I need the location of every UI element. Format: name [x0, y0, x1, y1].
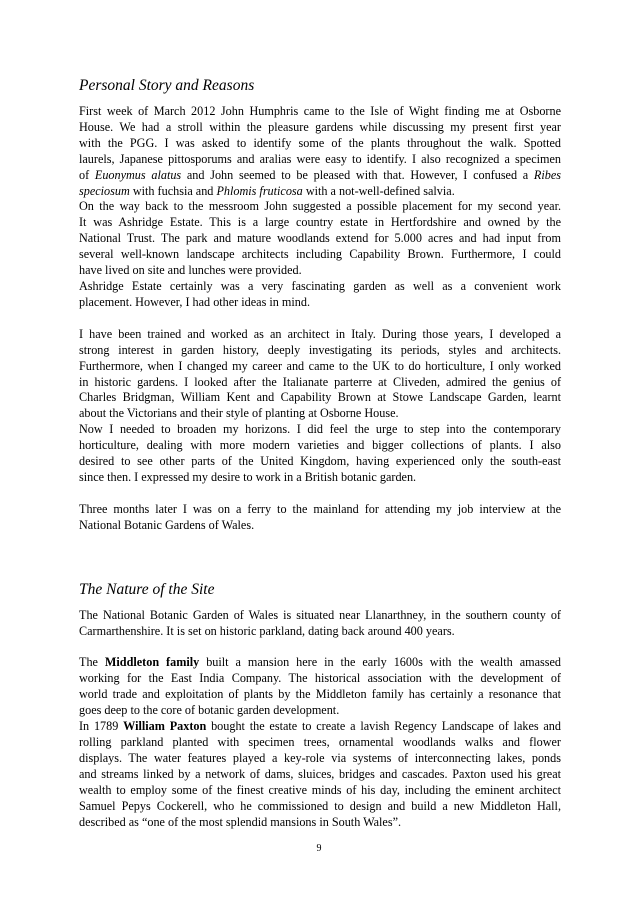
text-line: and streams linked by a network of dams, sluices, bridges and cascades. Paxton used his great	[79, 766, 561, 781]
text-line: Three months later I was on a ferry to the mainland for attending my job interview at the	[79, 501, 561, 516]
text-run: with a not-well-defined salvia.	[302, 183, 455, 198]
plant-name-speciosum: speciosum	[79, 183, 130, 198]
text-line: world trade and exploitation of plants by the Middleton family has certainly a resonance that	[79, 687, 561, 702]
text-line: laurels, Japanese pittosporums and aralias were easy to identify. I also recognized a specimen	[79, 151, 561, 166]
text-line: strong interest in garden history, deeply investigating its periods, styles and architects.	[79, 342, 561, 357]
text-run: of	[79, 167, 95, 182]
text-line: House. We had a stroll within the pleasure gardens while discussing my present first year	[79, 119, 561, 134]
text-line: rolling parkland planted with specimen trees, ornamental woodlands walks and flower	[79, 735, 561, 749]
text-line: several well-known landscape architects including Capability Brown. Furthermore, I could	[79, 247, 561, 262]
text-run: with fuchsia and	[129, 183, 217, 198]
text-line: It was Ashridge Estate. This is a large country estate in Hertfordshire and owned by the	[79, 215, 561, 230]
text-line: described as “one of the most splendid mansions in South Wales”.	[79, 814, 402, 829]
text-line	[79, 719, 561, 735]
text-line: in historic gardens. I looked after the Italianate parterre at Cliveden, admired the genius of	[79, 374, 561, 389]
text-line: Ashridge Estate certainly was a very fascinating garden as well as a convenient work	[79, 278, 561, 293]
text-line: Charles Bridgman, William Kent and Capability Brown at Stowe Landscape Garden, learnt	[79, 390, 561, 405]
text-line: Now I needed to broaden my horizons. I did feel the urge to step into the contemporary	[79, 422, 561, 437]
text-line: National Trust. The park and mature woodlands extend for 5.000 acres and had input from	[79, 231, 561, 246]
text-line: First week of March 2012 John Humphris came to the Isle of Wight finding me at Osborne	[79, 104, 561, 118]
text-line: since then. I expressed my desire to work in a British botanic garden.	[79, 469, 417, 484]
plant-name-phlomis: Phlomis fruticosa	[216, 183, 303, 198]
text-run: and John seemed to be pleased with that. However, I confused a	[181, 167, 534, 182]
text-line: desired to see other parts of the United Kingdom, having experienced only the south-east	[79, 454, 561, 469]
plant-name-euonymus: Euonymus alatus	[94, 167, 182, 182]
text-line: On the way back to the messroom John suggested a possible placement for my second year.	[79, 199, 561, 214]
text-line: wealth to employ some of the finest creative minds of his day, including the eminent architect	[79, 782, 561, 797]
bold-middleton-family: Middleton family	[104, 655, 200, 670]
text-line: have lived on site and lunches were provided.	[79, 263, 302, 278]
text-line	[79, 168, 561, 184]
paragraph-garden-location	[79, 608, 561, 640]
text-line: I have been trained and worked as an architect in Italy. During those years, I developed a	[79, 326, 561, 341]
text-line	[79, 184, 561, 200]
section-heading-nature-of-site: The Nature of the Site	[79, 580, 215, 598]
text-run: The	[79, 655, 105, 670]
text-run: In 1789	[79, 719, 124, 734]
text-line: with the PGG. I was asked to identify some of the plants throughout the walk. Spotted	[79, 135, 561, 150]
text-line: Carmarthenshire. It is set on historic parkland, dating back around 400 years.	[79, 623, 455, 638]
paragraph-architect-background	[79, 327, 561, 486]
document-page	[79, 76, 561, 830]
plant-name-ribes: Ribes	[533, 167, 561, 182]
paragraph-first-week	[79, 104, 561, 311]
text-line: goes deep to the core of botanic garden development.	[79, 703, 340, 718]
text-run: built a mansion here in the early 1600s with the wealth amassed	[199, 655, 562, 670]
bold-william-paxton: William Paxton	[123, 719, 207, 734]
paragraph-history	[79, 655, 561, 830]
text-line: Furthermore, when I changed my career and came to the UK to do horticulture, I only worked	[79, 358, 561, 373]
page-number: 9	[316, 843, 322, 854]
paragraph-three-months-later	[79, 502, 561, 534]
text-line: working for the East India Company. The historical association with the development of	[79, 671, 561, 686]
section-heading-personal-story: Personal Story and Reasons	[79, 77, 255, 94]
text-line: National Botanic Gardens of Wales.	[79, 517, 255, 532]
text-line: placement. However, I had other ideas in mind.	[79, 294, 310, 309]
text-line	[79, 655, 561, 671]
text-line: horticulture, dealing with more modern varieties and bigger collections of plants. I also	[79, 438, 561, 453]
text-line: The National Botanic Garden of Wales is situated near Llanarthney, in the southern county of	[79, 607, 561, 622]
text-line: displays. The water features played a key-role via systems of interconnecting lakes, ponds	[79, 750, 561, 765]
text-line: about the Victorians and their style of planting at Osborne House.	[79, 406, 399, 421]
text-run: bought the estate to create a lavish Regency Landscape of lakes and	[206, 719, 561, 734]
text-line: Samuel Pepys Cockerell, who he commissioned to design and build a new Middleton Hall,	[79, 798, 561, 813]
